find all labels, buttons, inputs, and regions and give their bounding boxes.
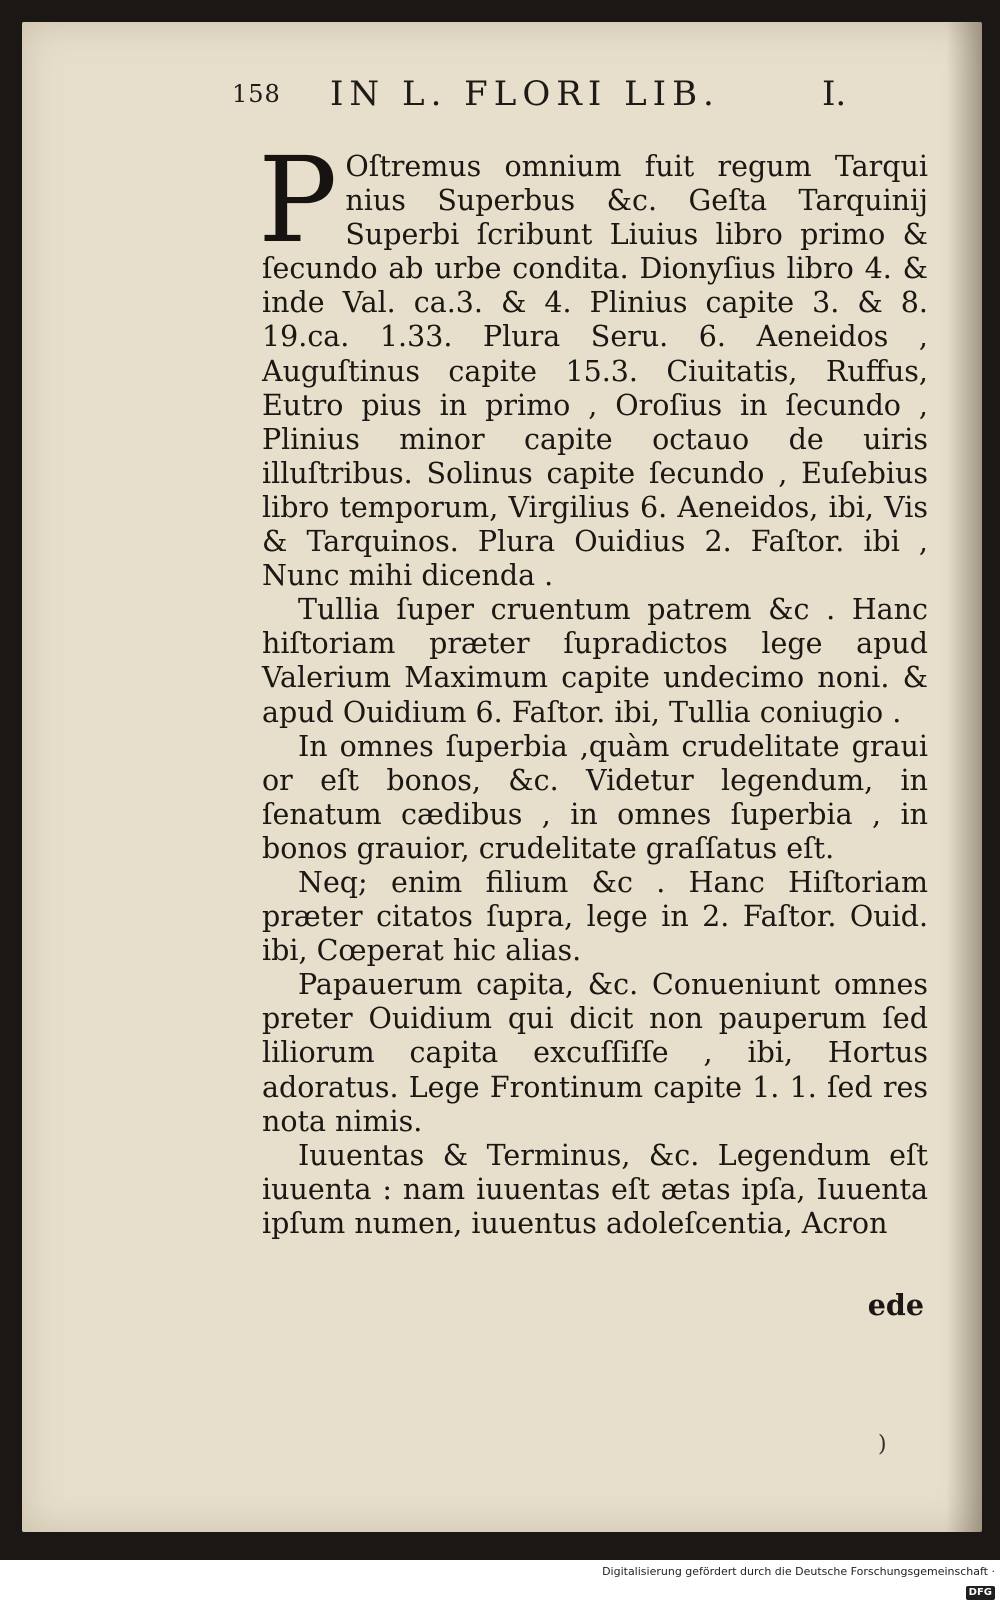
page-header: [232, 72, 852, 124]
running-title: IN L. FLORI LIB.: [330, 74, 720, 114]
catchword: ede: [867, 1288, 924, 1322]
dfg-logo: DFG: [966, 1586, 995, 1600]
paragraph-5: Papauerum capita, &c. Conueniunt omnes preter Ouidium qui dicit non pauperum ſed liliorum capita excuſſiſſe , ibi, Hortus adoratus. Lege Frontinum capite 1. 1. ſed res nota nimis.: [262, 968, 928, 1138]
page-number: 158: [232, 80, 281, 108]
digitization-credit: Digitalisierung gefördert durch die Deutsche Forschungsgemeinschaft ·DFG: [602, 1565, 995, 1598]
main-text: [258, 131, 928, 1241]
paragraph-1: [258, 131, 928, 593]
paragraph-3: In omnes ſuperbia ,quàm crudelitate graui or eſt bonos, &c. Videtur legendum, in ſenatum cædibus , in omnes ſuperbia , in bonos grauior, crudelitate graſſatus eſt.: [262, 729, 928, 865]
paragraph-6: Iuuentas & Terminus, &c. Legendum eſt iuuenta : nam iuuentas eſt ætas ipſa, Iuuenta ipſum numen, iuuentus adoleſcentia, Acron: [262, 1138, 928, 1240]
paragraph-1-text: Oſtremus omnium fuit regum Tarqui nius Superbus &c. Geſta Tarquinij Superbi ſcribunt Liuius libro primo & ſecundo ab urbe condita. Dionyſius libro 4. & inde Val. ca.3. & 4. Plinius capite 3. & 8. 19.ca. 1.33. Plura Seru. 6. Aeneidos , Auguſtinus capite 15.3. Ciuitatis, Ruffus, Eutro pius in primo , Oroſius in ſecundo , Plinius minor capite octauo de uiris illuſtribus. Solinus capite ſecundo , Euſebius libro temporum, Virgilius 6. Aeneidos, ibi, Vis & Tarquinos. Plura Ouidius 2. Faſtor. ibi , Nunc mihi dicenda .: [262, 150, 928, 593]
paragraph-4: Neq; enim filium &c . Hanc Hiſtoriam præter citatos ſupra, lege in 2. Faſtor. Ouid. ibi, Cœperat hic alias.: [262, 865, 928, 968]
paragraph-2: Tullia ſuper cruentum patrem &c . Hanc hiſtoriam præter ſupradictos lege apud Valerium Maximum capite undecimo noni. & apud Ouidium 6. Faſtor. ibi, Tullia coniugio .: [262, 593, 928, 729]
book-number: I.: [822, 74, 847, 114]
page-gutter-shadow: [946, 22, 982, 1532]
credit-text: Digitalisierung gefördert durch die Deutsche Forschungsgemeinschaft: [602, 1565, 988, 1578]
margin-mark: ): [878, 1432, 887, 1457]
drop-cap: P: [258, 131, 338, 269]
